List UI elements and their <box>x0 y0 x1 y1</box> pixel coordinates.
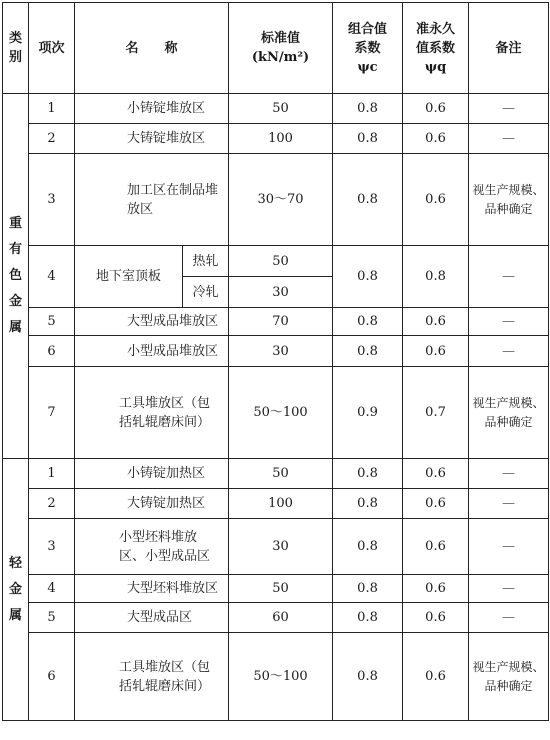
comb-coef: 0.8 <box>333 94 403 124</box>
comb-coef: 0.8 <box>333 308 403 336</box>
table-row <box>3 459 549 489</box>
header-row <box>3 3 549 94</box>
table-row <box>3 246 549 277</box>
quasi-coef: 0.6 <box>403 124 469 154</box>
table-row <box>3 603 549 633</box>
comb-coef: 0.8 <box>333 519 403 575</box>
item-name: 大铸锭加热区 <box>75 489 229 519</box>
item-name: 地下室顶板 <box>75 246 183 308</box>
quasi-coef: 0.6 <box>403 633 469 721</box>
item-no: 3 <box>29 519 75 575</box>
quasi-coef: 0.6 <box>403 519 469 575</box>
category-char: 属 <box>8 320 22 335</box>
table-row <box>3 336 549 367</box>
table-row <box>3 124 549 154</box>
standard-value: 70 <box>229 308 333 336</box>
sub-label: 热轧 <box>183 246 229 277</box>
comb-coef: 0.8 <box>333 575 403 603</box>
item-name: 大铸锭堆放区 <box>75 124 229 154</box>
category-char: 轻 <box>8 555 22 571</box>
standard-value: 50 <box>229 94 333 124</box>
item-no: 4 <box>29 575 75 603</box>
note: — <box>469 124 549 154</box>
item-name: 大型成品区 <box>75 603 229 633</box>
header-item-no: 项次 <box>29 3 75 94</box>
table-row <box>3 367 549 459</box>
comb-coef: 0.8 <box>333 154 403 246</box>
comb-coef: 0.8 <box>333 489 403 519</box>
item-no: 3 <box>29 154 75 246</box>
item-no: 5 <box>29 308 75 336</box>
category-char: 属 <box>8 607 22 623</box>
header-category: 类别 <box>3 3 29 94</box>
note: — <box>469 459 549 489</box>
table-row <box>3 94 549 124</box>
note: — <box>469 603 549 633</box>
standard-value: 50 <box>229 246 333 277</box>
quasi-coef: 0.6 <box>403 336 469 367</box>
item-name: 小型坯料堆放区、小型成品区 <box>75 519 229 575</box>
item-no: 1 <box>29 94 75 124</box>
comb-coef: 0.9 <box>333 367 403 459</box>
load-table <box>2 2 549 721</box>
category-char: 重 <box>8 216 22 231</box>
quasi-coef: 0.6 <box>403 603 469 633</box>
quasi-coef: 0.6 <box>403 459 469 489</box>
table-row <box>3 154 549 246</box>
note: — <box>469 246 549 308</box>
comb-coef: 0.8 <box>333 336 403 367</box>
quasi-coef: 0.6 <box>403 489 469 519</box>
note: — <box>469 489 549 519</box>
item-name: 小铸锭堆放区 <box>75 94 229 124</box>
note: — <box>469 336 549 367</box>
comb-coef: 0.8 <box>333 633 403 721</box>
item-name: 大型成品堆放区 <box>75 308 229 336</box>
item-name: 大型坯料堆放区 <box>75 575 229 603</box>
comb-coef: 0.8 <box>333 124 403 154</box>
note: 视生产规模、品种确定 <box>469 633 549 721</box>
note: — <box>469 308 549 336</box>
note: — <box>469 575 549 603</box>
item-no: 6 <box>29 633 75 721</box>
standard-value: 50～100 <box>229 367 333 459</box>
category-cell-heavy <box>3 94 29 459</box>
standard-value: 30 <box>229 336 333 367</box>
item-no: 7 <box>29 367 75 459</box>
category-cell-light <box>3 459 29 721</box>
item-no: 2 <box>29 124 75 154</box>
standard-value: 100 <box>229 489 333 519</box>
item-name: 加工区在制品堆放区 <box>75 154 229 246</box>
note: 视生产规模、品种确定 <box>469 154 549 246</box>
category-char: 金 <box>8 294 22 309</box>
note: — <box>469 519 549 575</box>
category-char: 有 <box>8 242 22 257</box>
header-name: 名 称 <box>75 3 229 94</box>
standard-value: 30 <box>229 519 333 575</box>
table-row <box>3 308 549 336</box>
item-name: 工具堆放区（包括轧辊磨床间） <box>75 633 229 721</box>
comb-coef: 0.8 <box>333 459 403 489</box>
sub-label: 冷轧 <box>183 277 229 308</box>
standard-value: 100 <box>229 124 333 154</box>
standard-value: 50 <box>229 575 333 603</box>
quasi-coef: 0.6 <box>403 575 469 603</box>
category-char: 色 <box>8 268 22 283</box>
comb-coef: 0.8 <box>333 603 403 633</box>
item-no: 6 <box>29 336 75 367</box>
quasi-coef: 0.6 <box>403 308 469 336</box>
standard-value: 60 <box>229 603 333 633</box>
header-note: 备注 <box>469 3 549 94</box>
quasi-coef: 0.6 <box>403 154 469 246</box>
item-no: 5 <box>29 603 75 633</box>
item-no: 2 <box>29 489 75 519</box>
header-standard-value: 标准值 (kN/m²) <box>229 3 333 94</box>
header-combination-coefficient: 组合值 系数 ψc <box>333 3 403 94</box>
table-row <box>3 575 549 603</box>
quasi-coef: 0.6 <box>403 94 469 124</box>
category-char: 金 <box>8 581 22 597</box>
note: 视生产规模、品种确定 <box>469 367 549 459</box>
standard-value: 30 <box>229 277 333 308</box>
item-name: 小型成品堆放区 <box>75 336 229 367</box>
quasi-coef: 0.8 <box>403 246 469 308</box>
standard-value: 50～100 <box>229 633 333 721</box>
note: — <box>469 94 549 124</box>
table-row <box>3 633 549 721</box>
item-name: 工具堆放区（包括轧辊磨床间） <box>75 367 229 459</box>
table-row <box>3 519 549 575</box>
standard-value: 30～70 <box>229 154 333 246</box>
item-name: 小铸锭加热区 <box>75 459 229 489</box>
item-no: 1 <box>29 459 75 489</box>
comb-coef: 0.8 <box>333 246 403 308</box>
quasi-coef: 0.7 <box>403 367 469 459</box>
table-row <box>3 489 549 519</box>
standard-value: 50 <box>229 459 333 489</box>
item-no: 4 <box>29 246 75 308</box>
header-quasi-permanent-coefficient: 准永久 值系数 ψq <box>403 3 469 94</box>
